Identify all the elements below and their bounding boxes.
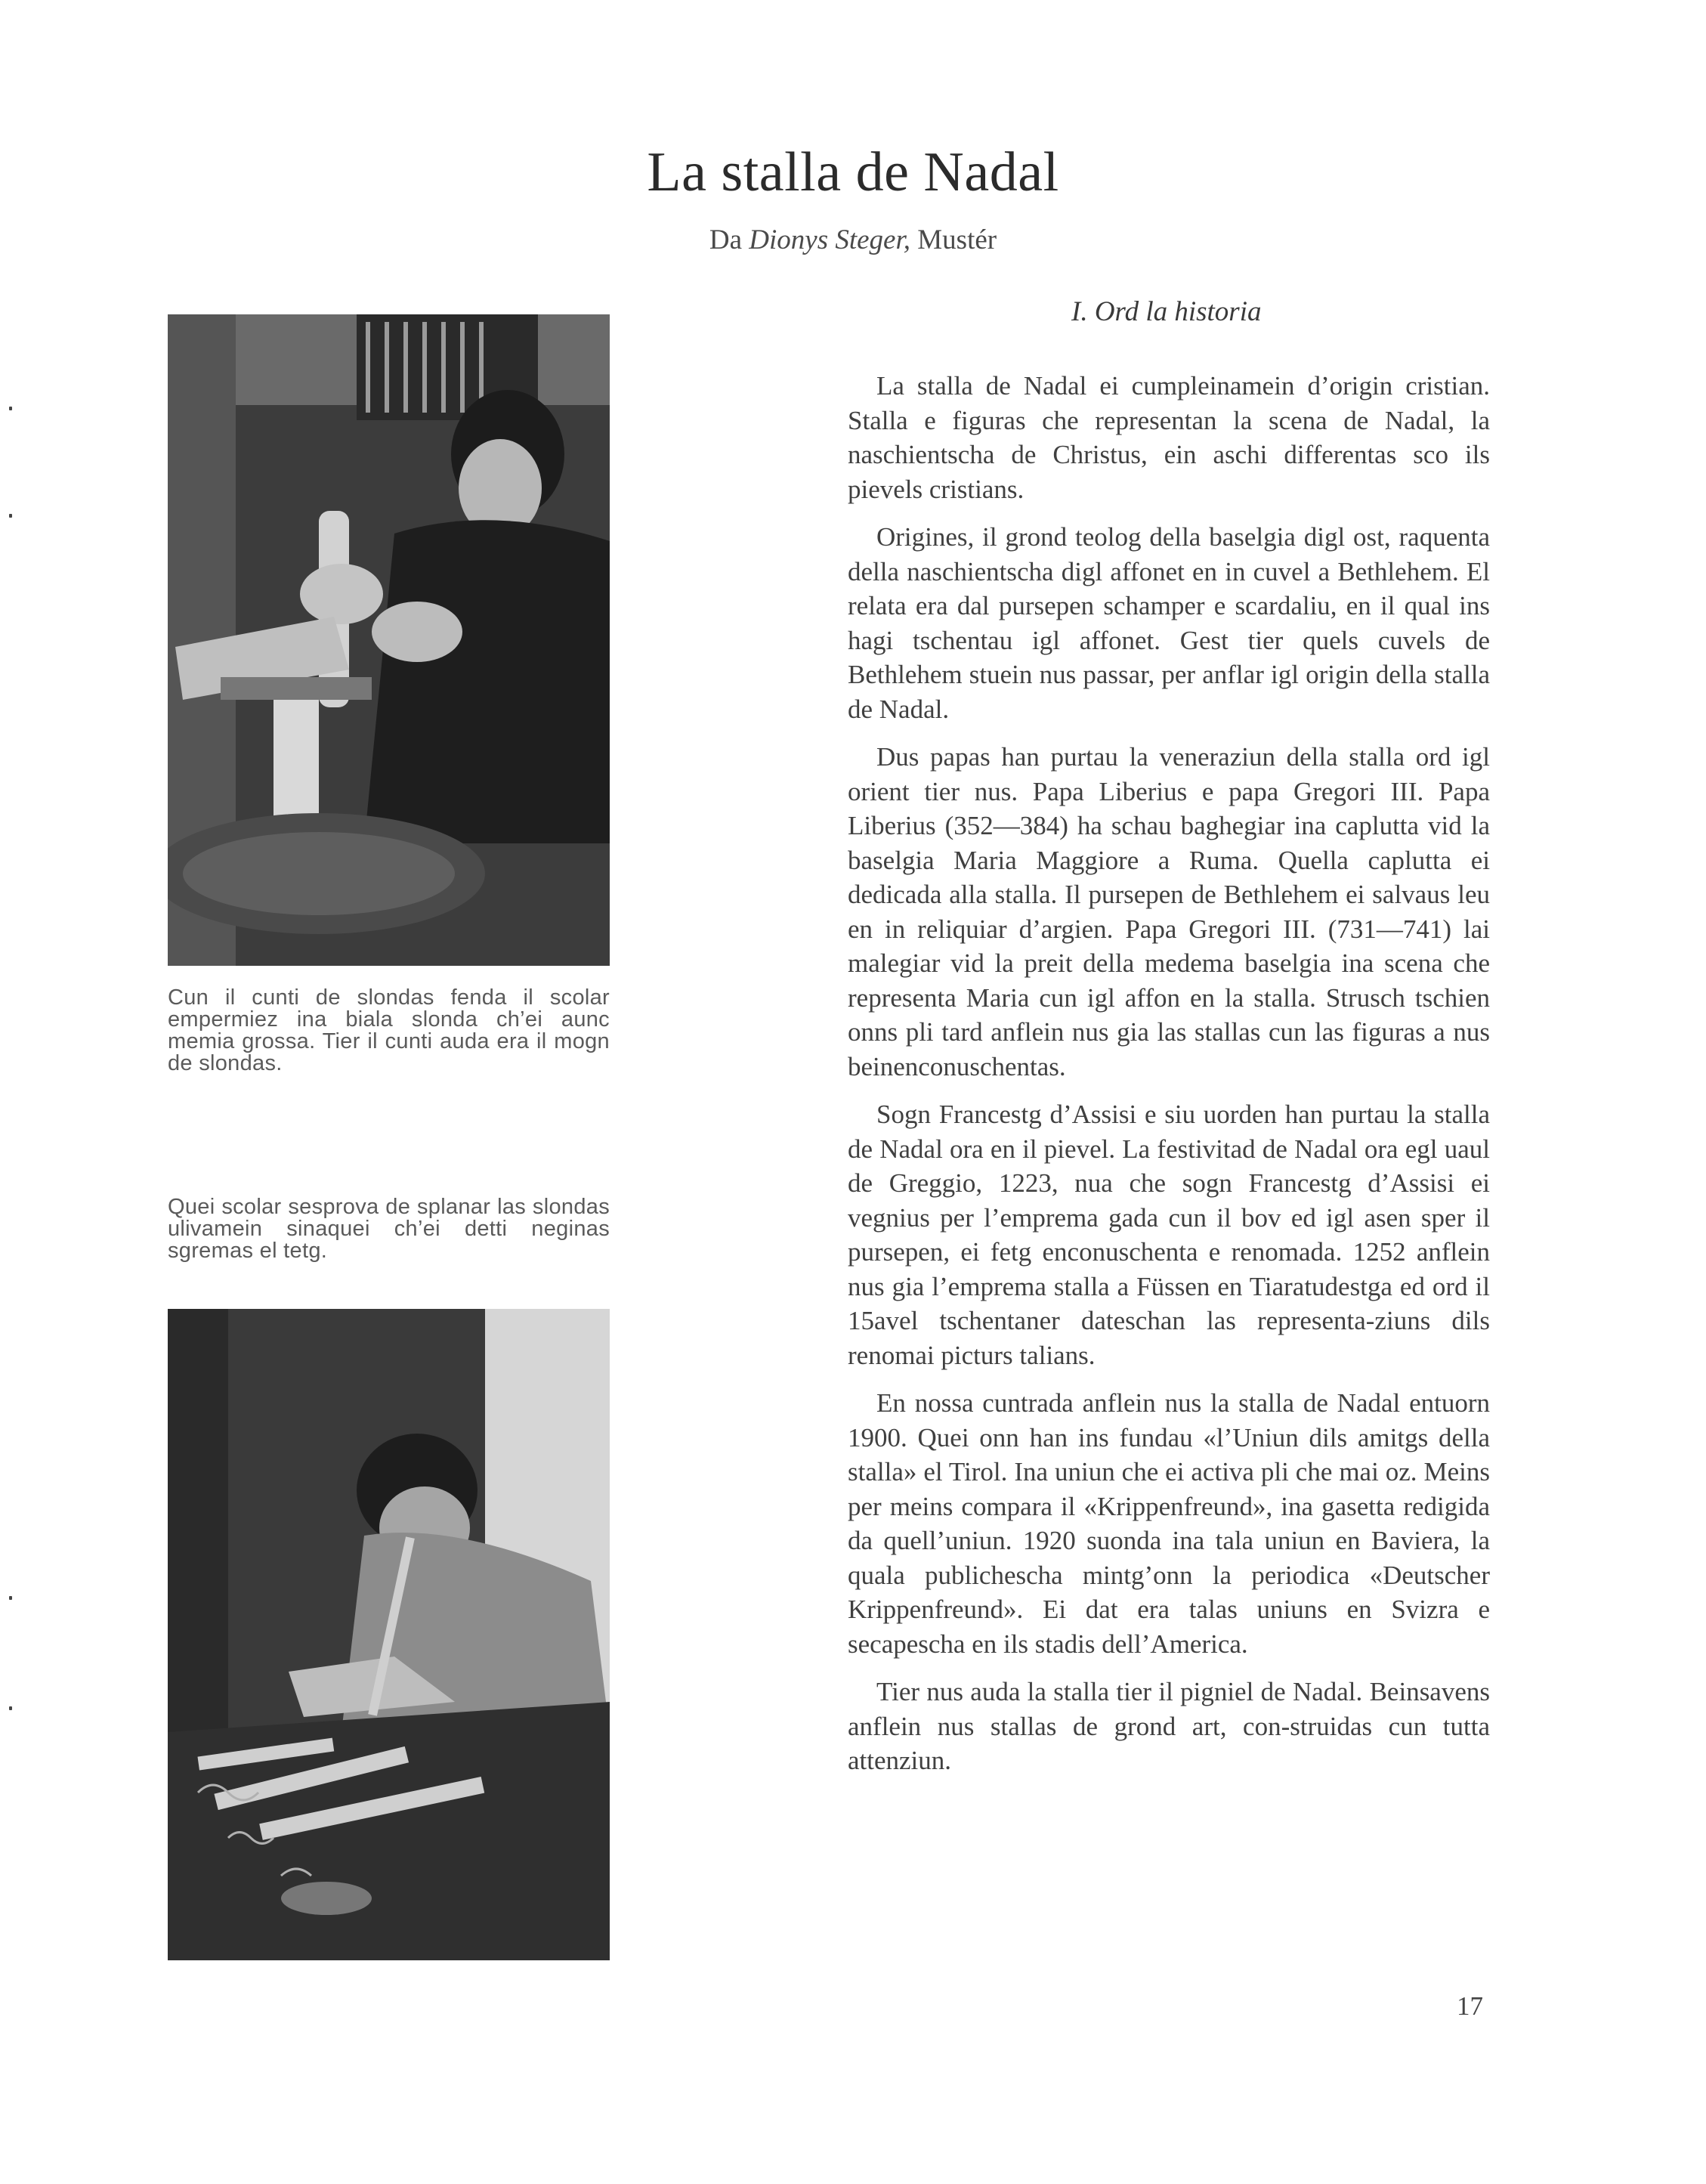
article-body [848, 369, 1490, 1792]
margin-mark [9, 407, 12, 410]
section-heading: I. Ord la historia [1071, 296, 1262, 327]
photo-planing-shingles [168, 1309, 610, 1960]
body-paragraph: Origines, il grond teolog della baselgia digl ost, raquenta della naschientscha digl affonet en in cuvel a Bethlehem. El relata era dal pursepen schamper e scardaliu, en il qual ins hagi tschentau igl affonet. Gest tier quels cuvels de Bethlehem stuein nus passar, per anflar igl origin della stalla de Nadal. [848, 522, 1490, 724]
body-paragraph: Dus papas han purtau la veneraziun della stalla ord igl orient tier nus. Papa Liberius e papa Gregori III. Papa Liberius (352—384) ha schau baghegiar ina caplutta vid la baselgia Maria Maggiore a Ruma. Quella caplutta ei dedicada alla stalla. Il pursepen de Bethlehem ei salvaus leu en in reliquiar d’argien. Papa Gregori III. (731—741) lai malegiar vid la preit della medema baselgia ina scena che representa Maria cun igl affon en la stalla. Strusch tschien onns pli tard anflein nus gia las stallas cun las figuras a nus beinenconuschentas. [848, 742, 1490, 1081]
byline-place: Mustér [917, 224, 997, 255]
body-paragraph: La stalla de Nadal ei cumpleinamein d’origin cristian. Stalla e figuras che representan la scena de Nadal, la naschientscha de Christus, ein aschi differentas sco ils pievels cristians. [848, 371, 1490, 504]
byline-prefix: Da [709, 224, 743, 255]
photo-caption-first: Cun il cunti de slondas fenda il scolar empermiez ina biala slonda ch’ei aunc memia grossa. Tier il cunti auda era il mogn de slondas. [168, 985, 610, 1075]
byline [0, 224, 1706, 256]
margin-mark [9, 1596, 12, 1600]
article-title: La stalla de Nadal [647, 141, 1059, 203]
photo-caption-second: Quei scolar sesprova de splanar las slondas ulivamein sinaquei ch’ei detti neginas sgremas el tetg. [168, 1195, 610, 1263]
page-number: 17 [1457, 1991, 1483, 2021]
photo-splitting-shingles [168, 314, 610, 966]
body-paragraph: En nossa cuntrada anflein nus la stalla de Nadal entuorn 1900. Quei onn han ins fundau «l’Uniun dils amitgs della stalla» el Tirol. Ina uniun che ei activa pli che mai oz. Meins per meins compara il «Krippenfreund», ina gasetta redigida da quell’uniun. 1920 suonda ina tala uniun en Baviera, la quala publichescha mintg’onn la periodica «Deutscher Krippenfreund». Ei dat era talas uniuns en Svizra e secapescha en ils stadis dell’America. [848, 1388, 1490, 1659]
body-paragraph: Tier nus auda la stalla tier il pigniel de Nadal. Beinsavens anflein nus stallas de grond art, con-struidas cun tutta attenziun. [848, 1677, 1490, 1775]
body-paragraph: Sogn Francestg d’Assisi e siu uorden han purtau la stalla de Nadal ora en il pievel. La festivitad de Nadal ora egl uaul de Greggio, 1223, nua che sogn Francestg d’Assisi ei vegnius per l’emprema gada cun il bov ed igl asen sper il pursepen, ei fetg enconuschenta e renomada. 1252 anflein nus gia l’emprema stalla a Füssen en Tiaratudestga ed ord il 15avel tschentaner dateschan las representa-ziuns dils renomai picturs talians. [848, 1100, 1490, 1370]
margin-mark [9, 514, 12, 518]
margin-mark [9, 1706, 12, 1710]
byline-author: Dionys Steger, [749, 224, 911, 255]
